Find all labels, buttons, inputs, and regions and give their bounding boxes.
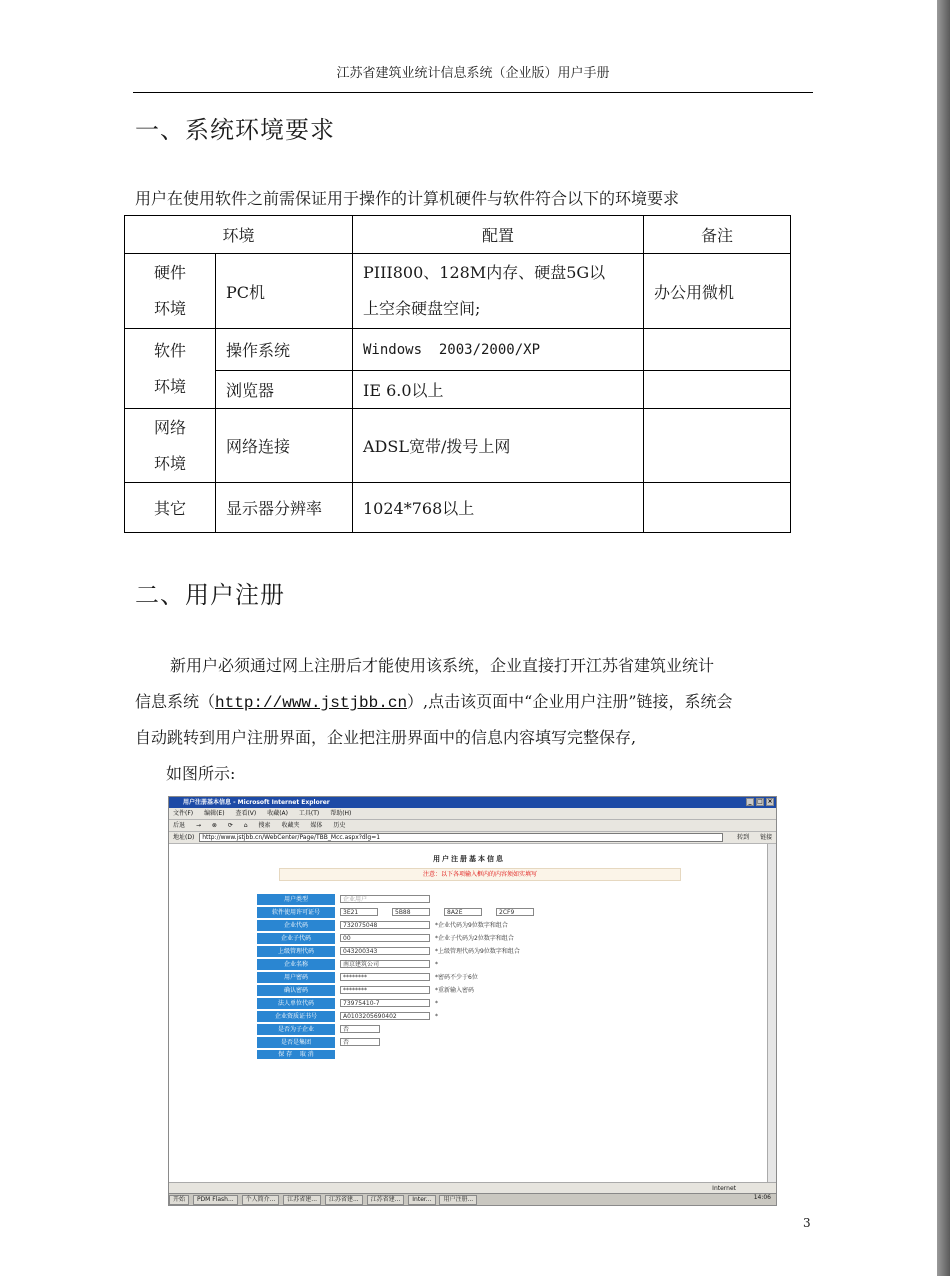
field-hint: * xyxy=(435,961,438,968)
field-label: 是否是集团 xyxy=(257,1037,335,1048)
start-button[interactable]: 开始 xyxy=(169,1195,189,1205)
license-part-2[interactable]: 5B88 xyxy=(392,908,430,916)
sw-os-note xyxy=(644,329,791,371)
field-hint: *密码不少于6位 xyxy=(435,974,478,981)
legal-code-input[interactable]: 73975410-7 xyxy=(340,999,430,1007)
refresh-icon[interactable]: ⟳ xyxy=(227,822,233,829)
menu-help[interactable]: 帮助(H) xyxy=(330,810,352,817)
field-is-group xyxy=(257,1037,717,1048)
field-company-code xyxy=(257,920,717,931)
field-hint: *企业代码为9位数字和组合 xyxy=(435,922,508,929)
field-confirm-password xyxy=(257,985,717,996)
registration-page xyxy=(169,844,768,1183)
form-buttons xyxy=(257,1050,335,1059)
is-subsidiary-select[interactable]: 否 xyxy=(340,1025,380,1033)
section2-para-line3: 自动跳转到用户注册界面，企业把注册界面中的信息内容填写完整保存, xyxy=(135,728,637,747)
back-button[interactable]: 后退 xyxy=(173,822,186,829)
taskbar-item[interactable]: PDM Flash... xyxy=(193,1195,238,1205)
sw-group-line1: 软件 xyxy=(153,340,186,360)
figure-caption: 如图所示: xyxy=(166,764,236,783)
table-header-note: 备注 xyxy=(644,216,791,254)
address-input[interactable]: http://www.jstjbb.cn/WebCenter/Page/TBB_Mcc.aspx?dlg=1 xyxy=(199,833,723,842)
user-type-select[interactable]: 企业用户 xyxy=(340,895,430,903)
environment-table xyxy=(124,215,791,533)
section2-para-line1: 新用户必须通过网上注册后才能使用该系统，企业直接打开江苏省建筑业统计 xyxy=(170,656,715,675)
sw-group xyxy=(125,329,216,409)
field-hint: *上级管理代码为9位数字和组合 xyxy=(435,948,520,955)
form-notice: 注意：以下各项输入框内的内容须如实填写 xyxy=(279,868,681,881)
hw-item: PC机 xyxy=(216,254,353,329)
field-label: 企业资质证书号 xyxy=(257,1011,335,1022)
other-item: 显示器分辨率 xyxy=(216,483,353,533)
sub-code-input[interactable]: 00 xyxy=(340,934,430,942)
table-header-env: 环境 xyxy=(125,216,353,254)
page-scrollbar[interactable] xyxy=(767,844,776,1183)
license-part-3[interactable]: 8A2E xyxy=(444,908,482,916)
status-zone: Internet xyxy=(712,1185,736,1192)
field-company-name xyxy=(257,959,717,970)
field-label: 企业名称 xyxy=(257,959,335,970)
field-hint: *重新输入密码 xyxy=(435,987,475,994)
section1-intro: 用户在使用软件之前需保证用于操作的计算机硬件与软件符合以下的环境要求 xyxy=(135,189,680,208)
field-sub-code xyxy=(257,933,717,944)
taskbar-item[interactable]: 江苏省建... xyxy=(283,1195,321,1205)
home-icon[interactable]: ⌂ xyxy=(243,822,248,829)
hw-config xyxy=(353,254,644,329)
net-item: 网络连接 xyxy=(216,409,353,483)
field-hint: * xyxy=(435,1000,438,1007)
taskbar-item[interactable]: Inter... xyxy=(408,1195,435,1205)
system-url-link[interactable]: http://www.jstjbb.cn xyxy=(215,694,408,712)
page-edge-shadow xyxy=(937,0,950,1276)
favorites-button[interactable]: 收藏夹 xyxy=(281,822,300,829)
section2-para-line2 xyxy=(135,684,733,721)
hw-group xyxy=(125,254,216,329)
go-button[interactable]: 转到 xyxy=(737,834,750,841)
taskbar-clock: 14:06 xyxy=(753,1194,771,1201)
menu-file[interactable]: 文件(F) xyxy=(173,810,194,817)
ie-titlebar xyxy=(169,797,776,808)
ie-addressbar xyxy=(169,832,776,844)
sw-browser: 浏览器 xyxy=(216,371,353,409)
ie-toolbar xyxy=(169,820,776,832)
field-label: 企业代码 xyxy=(257,920,335,931)
field-legal-code xyxy=(257,998,717,1009)
ie-window-title: 用户注册基本信息 - Microsoft Internet Explorer xyxy=(183,799,330,806)
form-title: 用户注册基本信息 xyxy=(433,855,505,863)
sw-os: 操作系统 xyxy=(216,329,353,371)
cancel-button[interactable]: 取 消 xyxy=(299,1051,314,1058)
field-is-subsidiary xyxy=(257,1024,717,1035)
hw-group-line1: 硬件 xyxy=(153,263,186,282)
net-group-line1: 网络 xyxy=(153,417,186,437)
field-label: 上级管理代码 xyxy=(257,946,335,957)
net-config: ADSL宽带/拨号上网 xyxy=(353,409,644,483)
sw-os-config: Windows 2003/2000/XP xyxy=(353,329,644,371)
field-label: 确认密码 xyxy=(257,985,335,996)
menu-view[interactable]: 查看(V) xyxy=(235,810,257,817)
sw-browser-config: IE 6.0以上 xyxy=(353,371,644,409)
taskbar-item[interactable]: 江苏省建... xyxy=(325,1195,363,1205)
search-button[interactable]: 搜索 xyxy=(258,822,271,829)
menu-favorites[interactable]: 收藏(A) xyxy=(267,810,288,817)
ie-menubar xyxy=(169,808,776,820)
taskbar-item[interactable]: 个人简介... xyxy=(242,1195,280,1205)
para-line2-post: ）,点击该页面中“企业用户注册”链接，系统会 xyxy=(407,692,733,711)
other-group: 其它 xyxy=(125,483,216,533)
field-hint: *企业子代码为2位数字和组合 xyxy=(435,935,514,942)
page-number: 3 xyxy=(803,1216,811,1230)
net-note xyxy=(644,409,791,483)
forward-icon[interactable]: → xyxy=(195,822,201,829)
taskbar-item[interactable]: 江苏省建... xyxy=(367,1195,405,1205)
field-user-type xyxy=(257,894,717,905)
field-cert-number xyxy=(257,1011,717,1022)
history-button[interactable]: 历史 xyxy=(333,822,346,829)
field-label: 用户类型 xyxy=(257,894,335,905)
media-button[interactable]: 媒体 xyxy=(310,822,323,829)
net-group xyxy=(125,409,216,483)
sw-group-line2: 环境 xyxy=(153,376,186,396)
para-line2-pre: 信息系统（ xyxy=(135,692,216,711)
field-label: 法人单位代码 xyxy=(257,998,335,1009)
taskbar-item[interactable]: 用户注册... xyxy=(439,1195,477,1205)
field-label: 用户密码 xyxy=(257,972,335,983)
password-input[interactable]: ******** xyxy=(340,973,430,981)
field-password xyxy=(257,972,717,983)
stop-icon[interactable]: ⊗ xyxy=(211,822,217,829)
section2-heading: 二、用户注册 xyxy=(135,581,285,609)
maximize-icon[interactable]: □ xyxy=(757,798,763,805)
cert-number-input[interactable]: A0103205690402 xyxy=(340,1012,430,1020)
license-part-4[interactable]: 2CF9 xyxy=(496,908,534,916)
sw-browser-note xyxy=(644,371,791,409)
other-config: 1024*768以上 xyxy=(353,483,644,533)
company-name-input[interactable]: 南京建筑公司 xyxy=(340,960,430,968)
field-label: 是否为子企业 xyxy=(257,1024,335,1035)
running-header: 江苏省建筑业统计信息系统（企业版）用户手册 xyxy=(336,66,610,81)
field-label: 软件使用许可证号 xyxy=(257,907,335,918)
save-button[interactable]: 保 存 xyxy=(278,1051,293,1058)
windows-taskbar xyxy=(169,1193,776,1205)
table-header-config: 配置 xyxy=(353,216,644,254)
field-label: 企业子代码 xyxy=(257,933,335,944)
field-hint: * xyxy=(435,1013,438,1020)
header-rule xyxy=(133,92,813,93)
hw-config-line2: 上空余硬盘空间; xyxy=(363,299,481,318)
confirm-password-input[interactable]: ******** xyxy=(340,986,430,994)
close-icon[interactable]: × xyxy=(767,798,773,805)
address-label: 地址(D) xyxy=(173,834,195,841)
is-group-select[interactable]: 否 xyxy=(340,1038,380,1046)
field-parent-code xyxy=(257,946,717,957)
license-part-1[interactable]: 3E21 xyxy=(340,908,378,916)
other-note xyxy=(644,483,791,533)
parent-code-input[interactable]: 043200343 xyxy=(340,947,430,955)
net-group-line2: 环境 xyxy=(153,453,186,473)
links-button[interactable]: 链接 xyxy=(760,834,773,841)
hw-note: 办公用微机 xyxy=(644,254,791,329)
hw-config-line1: PIII800、128M内存、硬盘5G以 xyxy=(363,263,606,282)
section1-heading: 一、系统环境要求 xyxy=(135,116,335,144)
registration-screenshot xyxy=(168,796,777,1206)
menu-tools[interactable]: 工具(T) xyxy=(298,810,320,817)
field-license xyxy=(257,907,717,918)
company-code-input[interactable]: 732075048 xyxy=(340,921,430,929)
hw-group-line2: 环境 xyxy=(153,299,186,318)
minimize-icon[interactable]: _ xyxy=(746,798,754,806)
menu-edit[interactable]: 编辑(E) xyxy=(204,810,225,817)
